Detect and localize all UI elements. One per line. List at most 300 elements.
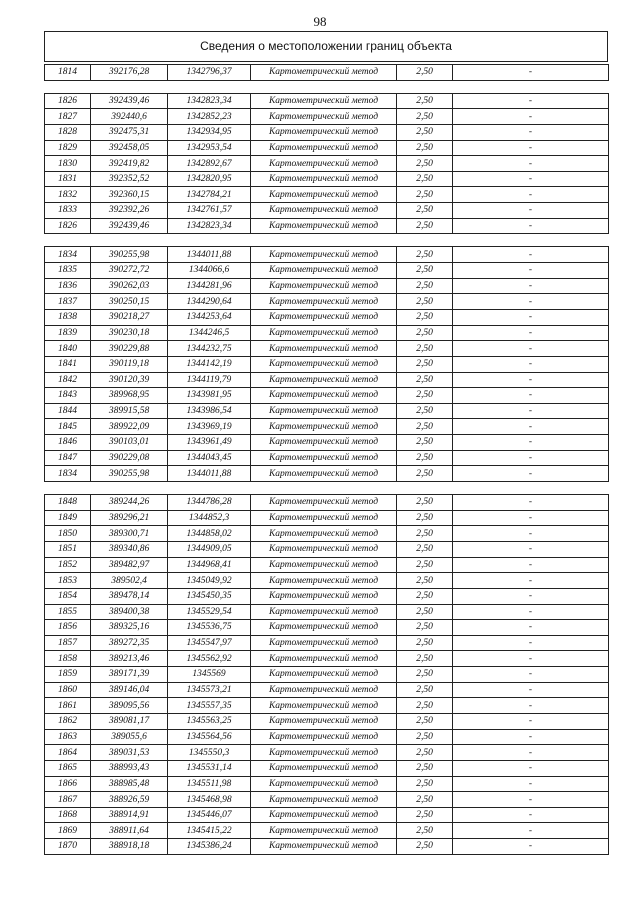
note-cell: -	[453, 247, 609, 263]
method-cell: Картометрический метод	[251, 760, 397, 776]
x-coordinate-cell: 392439,46	[91, 218, 168, 234]
table-row	[45, 557, 609, 573]
table-row	[45, 729, 609, 745]
y-coordinate-cell: 1345550,3	[168, 745, 251, 761]
note-cell: -	[453, 109, 609, 125]
note-cell: -	[453, 698, 609, 714]
note-cell: -	[453, 588, 609, 604]
table-row	[45, 760, 609, 776]
note-cell: -	[453, 325, 609, 341]
y-coordinate-cell: 1345562,92	[168, 651, 251, 667]
point-number-cell: 1840	[45, 341, 91, 357]
accuracy-cell: 2,50	[397, 294, 453, 310]
y-coordinate-cell: 1345573,21	[168, 682, 251, 698]
accuracy-cell: 2,50	[397, 124, 453, 140]
table-row	[45, 93, 609, 109]
table-row	[45, 792, 609, 808]
x-coordinate-cell: 389055,6	[91, 729, 168, 745]
method-cell: Картометрический метод	[251, 140, 397, 156]
y-coordinate-cell: 1342852,23	[168, 109, 251, 125]
method-cell: Картометрический метод	[251, 729, 397, 745]
y-coordinate-cell: 1343981,95	[168, 388, 251, 404]
method-cell: Картометрический метод	[251, 372, 397, 388]
method-cell: Картометрический метод	[251, 792, 397, 808]
note-cell: -	[453, 65, 609, 81]
x-coordinate-cell: 392419,82	[91, 156, 168, 172]
point-number-cell: 1836	[45, 278, 91, 294]
y-coordinate-cell: 1345468,98	[168, 792, 251, 808]
method-cell: Картометрический метод	[251, 124, 397, 140]
point-number-cell: 1868	[45, 807, 91, 823]
method-cell: Картометрический метод	[251, 573, 397, 589]
accuracy-cell: 2,50	[397, 713, 453, 729]
x-coordinate-cell: 389095,56	[91, 698, 168, 714]
table-row	[45, 388, 609, 404]
y-coordinate-cell: 1345557,35	[168, 698, 251, 714]
y-coordinate-cell: 1345563,25	[168, 713, 251, 729]
x-coordinate-cell: 392458,05	[91, 140, 168, 156]
boundary-sheet	[44, 31, 608, 855]
accuracy-cell: 2,50	[397, 588, 453, 604]
point-number-cell: 1858	[45, 651, 91, 667]
point-number-cell: 1829	[45, 140, 91, 156]
x-coordinate-cell: 389482,97	[91, 557, 168, 573]
table-row	[45, 588, 609, 604]
accuracy-cell: 2,50	[397, 510, 453, 526]
separator-cell	[45, 482, 609, 495]
note-cell: -	[453, 263, 609, 279]
x-coordinate-cell: 389915,58	[91, 403, 168, 419]
method-cell: Картометрический метод	[251, 65, 397, 81]
x-coordinate-cell: 388914,91	[91, 807, 168, 823]
point-number-cell: 1851	[45, 541, 91, 557]
section-separator	[45, 234, 609, 247]
method-cell: Картометрический метод	[251, 620, 397, 636]
y-coordinate-cell: 1344043,45	[168, 450, 251, 466]
accuracy-cell: 2,50	[397, 278, 453, 294]
y-coordinate-cell: 1345531,14	[168, 760, 251, 776]
method-cell: Картометрический метод	[251, 294, 397, 310]
y-coordinate-cell: 1344281,96	[168, 278, 251, 294]
x-coordinate-cell: 389968,95	[91, 388, 168, 404]
method-cell: Картометрический метод	[251, 247, 397, 263]
table-row	[45, 635, 609, 651]
table-row	[45, 745, 609, 761]
method-cell: Картометрический метод	[251, 435, 397, 451]
method-cell: Картометрический метод	[251, 698, 397, 714]
accuracy-cell: 2,50	[397, 760, 453, 776]
x-coordinate-cell: 390218,27	[91, 309, 168, 325]
note-cell: -	[453, 541, 609, 557]
method-cell: Картометрический метод	[251, 450, 397, 466]
method-cell: Картометрический метод	[251, 635, 397, 651]
note-cell: -	[453, 140, 609, 156]
table-row	[45, 325, 609, 341]
y-coordinate-cell: 1345569	[168, 667, 251, 683]
note-cell: -	[453, 341, 609, 357]
point-number-cell: 1863	[45, 729, 91, 745]
x-coordinate-cell: 390262,03	[91, 278, 168, 294]
coordinates-table	[44, 64, 609, 855]
note-cell: -	[453, 823, 609, 839]
method-cell: Картометрический метод	[251, 325, 397, 341]
note-cell: -	[453, 388, 609, 404]
method-cell: Картометрический метод	[251, 667, 397, 683]
y-coordinate-cell: 1342892,67	[168, 156, 251, 172]
table-row	[45, 682, 609, 698]
x-coordinate-cell: 389400,38	[91, 604, 168, 620]
point-number-cell: 1861	[45, 698, 91, 714]
accuracy-cell: 2,50	[397, 620, 453, 636]
method-cell: Картометрический метод	[251, 682, 397, 698]
method-cell: Картометрический метод	[251, 495, 397, 511]
accuracy-cell: 2,50	[397, 776, 453, 792]
table-row	[45, 187, 609, 203]
method-cell: Картометрический метод	[251, 776, 397, 792]
note-cell: -	[453, 573, 609, 589]
page-number: 98	[313, 14, 327, 29]
accuracy-cell: 2,50	[397, 792, 453, 808]
note-cell: -	[453, 839, 609, 855]
point-number-cell: 1857	[45, 635, 91, 651]
point-number-cell: 1847	[45, 450, 91, 466]
x-coordinate-cell: 390120,39	[91, 372, 168, 388]
accuracy-cell: 2,50	[397, 651, 453, 667]
note-cell: -	[453, 635, 609, 651]
table-row	[45, 713, 609, 729]
point-number-cell: 1837	[45, 294, 91, 310]
table-row	[45, 403, 609, 419]
table-row	[45, 203, 609, 219]
point-number-cell: 1860	[45, 682, 91, 698]
y-coordinate-cell: 1345536,75	[168, 620, 251, 636]
accuracy-cell: 2,50	[397, 171, 453, 187]
x-coordinate-cell: 389146,04	[91, 682, 168, 698]
accuracy-cell: 2,50	[397, 156, 453, 172]
note-cell: -	[453, 557, 609, 573]
x-coordinate-cell: 388993,43	[91, 760, 168, 776]
y-coordinate-cell: 1344858,02	[168, 526, 251, 542]
method-cell: Картометрический метод	[251, 171, 397, 187]
point-number-cell: 1845	[45, 419, 91, 435]
accuracy-cell: 2,50	[397, 541, 453, 557]
note-cell: -	[453, 218, 609, 234]
note-cell: -	[453, 435, 609, 451]
point-number-cell: 1814	[45, 65, 91, 81]
point-number-cell: 1833	[45, 203, 91, 219]
note-cell: -	[453, 466, 609, 482]
accuracy-cell: 2,50	[397, 140, 453, 156]
point-number-cell: 1831	[45, 171, 91, 187]
table-row	[45, 450, 609, 466]
x-coordinate-cell: 390250,15	[91, 294, 168, 310]
method-cell: Картометрический метод	[251, 510, 397, 526]
point-number-cell: 1856	[45, 620, 91, 636]
point-number-cell: 1841	[45, 356, 91, 372]
x-coordinate-cell: 389325,16	[91, 620, 168, 636]
y-coordinate-cell: 1344909,05	[168, 541, 251, 557]
accuracy-cell: 2,50	[397, 495, 453, 511]
point-number-cell: 1830	[45, 156, 91, 172]
accuracy-cell: 2,50	[397, 667, 453, 683]
accuracy-cell: 2,50	[397, 93, 453, 109]
x-coordinate-cell: 388918,18	[91, 839, 168, 855]
accuracy-cell: 2,50	[397, 419, 453, 435]
method-cell: Картометрический метод	[251, 278, 397, 294]
x-coordinate-cell: 388926,59	[91, 792, 168, 808]
note-cell: -	[453, 171, 609, 187]
table-row	[45, 698, 609, 714]
y-coordinate-cell: 1342823,34	[168, 93, 251, 109]
method-cell: Картометрический метод	[251, 341, 397, 357]
note-cell: -	[453, 124, 609, 140]
point-number-cell: 1850	[45, 526, 91, 542]
table-row	[45, 651, 609, 667]
accuracy-cell: 2,50	[397, 65, 453, 81]
point-number-cell: 1867	[45, 792, 91, 808]
y-coordinate-cell: 1342823,34	[168, 218, 251, 234]
accuracy-cell: 2,50	[397, 698, 453, 714]
x-coordinate-cell: 392392,26	[91, 203, 168, 219]
table-row	[45, 510, 609, 526]
note-cell: -	[453, 667, 609, 683]
y-coordinate-cell: 1344290,64	[168, 294, 251, 310]
method-cell: Картометрический метод	[251, 187, 397, 203]
note-cell: -	[453, 495, 609, 511]
accuracy-cell: 2,50	[397, 729, 453, 745]
method-cell: Картометрический метод	[251, 588, 397, 604]
note-cell: -	[453, 93, 609, 109]
note-cell: -	[453, 419, 609, 435]
method-cell: Картометрический метод	[251, 388, 397, 404]
method-cell: Картометрический метод	[251, 419, 397, 435]
table-row	[45, 247, 609, 263]
accuracy-cell: 2,50	[397, 807, 453, 823]
table-row	[45, 526, 609, 542]
y-coordinate-cell: 1343986,54	[168, 403, 251, 419]
note-cell: -	[453, 604, 609, 620]
x-coordinate-cell: 389081,17	[91, 713, 168, 729]
point-number-cell: 1870	[45, 839, 91, 855]
x-coordinate-cell: 392176,28	[91, 65, 168, 81]
x-coordinate-cell: 389171,39	[91, 667, 168, 683]
accuracy-cell: 2,50	[397, 263, 453, 279]
table-row	[45, 124, 609, 140]
point-number-cell: 1853	[45, 573, 91, 589]
x-coordinate-cell: 390103,01	[91, 435, 168, 451]
x-coordinate-cell: 389272,35	[91, 635, 168, 651]
accuracy-cell: 2,50	[397, 526, 453, 542]
note-cell: -	[453, 372, 609, 388]
accuracy-cell: 2,50	[397, 604, 453, 620]
note-cell: -	[453, 187, 609, 203]
method-cell: Картометрический метод	[251, 309, 397, 325]
point-number-cell: 1832	[45, 187, 91, 203]
point-number-cell: 1865	[45, 760, 91, 776]
x-coordinate-cell: 392439,46	[91, 93, 168, 109]
note-cell: -	[453, 278, 609, 294]
x-coordinate-cell: 389502,4	[91, 573, 168, 589]
table-row	[45, 294, 609, 310]
point-number-cell: 1827	[45, 109, 91, 125]
accuracy-cell: 2,50	[397, 372, 453, 388]
note-cell: -	[453, 713, 609, 729]
accuracy-cell: 2,50	[397, 435, 453, 451]
table-row	[45, 495, 609, 511]
table-row	[45, 776, 609, 792]
note-cell: -	[453, 760, 609, 776]
point-number-cell: 1838	[45, 309, 91, 325]
table-row	[45, 573, 609, 589]
x-coordinate-cell: 390229,88	[91, 341, 168, 357]
table-row	[45, 604, 609, 620]
separator-cell	[45, 80, 609, 93]
table-row	[45, 541, 609, 557]
method-cell: Картометрический метод	[251, 263, 397, 279]
note-cell: -	[453, 510, 609, 526]
y-coordinate-cell: 1344246,5	[168, 325, 251, 341]
point-number-cell: 1828	[45, 124, 91, 140]
x-coordinate-cell: 390119,18	[91, 356, 168, 372]
method-cell: Картометрический метод	[251, 356, 397, 372]
x-coordinate-cell: 390255,98	[91, 466, 168, 482]
y-coordinate-cell: 1345564,56	[168, 729, 251, 745]
x-coordinate-cell: 389922,09	[91, 419, 168, 435]
method-cell: Картометрический метод	[251, 604, 397, 620]
y-coordinate-cell: 1344253,64	[168, 309, 251, 325]
point-number-cell: 1849	[45, 510, 91, 526]
note-cell: -	[453, 651, 609, 667]
y-coordinate-cell: 1342761,57	[168, 203, 251, 219]
note-cell: -	[453, 729, 609, 745]
table-row	[45, 620, 609, 636]
accuracy-cell: 2,50	[397, 247, 453, 263]
table-row	[45, 309, 609, 325]
table-row	[45, 278, 609, 294]
method-cell: Картометрический метод	[251, 466, 397, 482]
table-title: Сведения о местоположении границ объекта	[44, 31, 608, 62]
y-coordinate-cell: 1345049,92	[168, 573, 251, 589]
coordinates-table-body	[45, 65, 609, 855]
table-row	[45, 140, 609, 156]
table-row	[45, 807, 609, 823]
method-cell: Картометрический метод	[251, 109, 397, 125]
accuracy-cell: 2,50	[397, 218, 453, 234]
x-coordinate-cell: 388911,64	[91, 823, 168, 839]
y-coordinate-cell: 1344968,41	[168, 557, 251, 573]
table-row	[45, 218, 609, 234]
x-coordinate-cell: 392352,52	[91, 171, 168, 187]
y-coordinate-cell: 1344011,88	[168, 466, 251, 482]
table-row	[45, 341, 609, 357]
method-cell: Картометрический метод	[251, 823, 397, 839]
note-cell: -	[453, 682, 609, 698]
accuracy-cell: 2,50	[397, 682, 453, 698]
x-coordinate-cell: 389300,71	[91, 526, 168, 542]
method-cell: Картометрический метод	[251, 526, 397, 542]
y-coordinate-cell: 1342796,37	[168, 65, 251, 81]
section-separator	[45, 482, 609, 495]
x-coordinate-cell: 390255,98	[91, 247, 168, 263]
accuracy-cell: 2,50	[397, 187, 453, 203]
note-cell: -	[453, 450, 609, 466]
y-coordinate-cell: 1345386,24	[168, 839, 251, 855]
table-row	[45, 823, 609, 839]
y-coordinate-cell: 1344852,3	[168, 510, 251, 526]
note-cell: -	[453, 203, 609, 219]
table-row	[45, 419, 609, 435]
accuracy-cell: 2,50	[397, 325, 453, 341]
y-coordinate-cell: 1345511,98	[168, 776, 251, 792]
note-cell: -	[453, 526, 609, 542]
x-coordinate-cell: 390272,72	[91, 263, 168, 279]
note-cell: -	[453, 403, 609, 419]
method-cell: Картометрический метод	[251, 745, 397, 761]
method-cell: Картометрический метод	[251, 541, 397, 557]
accuracy-cell: 2,50	[397, 635, 453, 651]
table-row	[45, 263, 609, 279]
y-coordinate-cell: 1344142,19	[168, 356, 251, 372]
accuracy-cell: 2,50	[397, 839, 453, 855]
y-coordinate-cell: 1345547,97	[168, 635, 251, 651]
y-coordinate-cell: 1345450,35	[168, 588, 251, 604]
y-coordinate-cell: 1345529,54	[168, 604, 251, 620]
accuracy-cell: 2,50	[397, 450, 453, 466]
point-number-cell: 1859	[45, 667, 91, 683]
note-cell: -	[453, 745, 609, 761]
accuracy-cell: 2,50	[397, 341, 453, 357]
point-number-cell: 1843	[45, 388, 91, 404]
method-cell: Картометрический метод	[251, 557, 397, 573]
accuracy-cell: 2,50	[397, 203, 453, 219]
x-coordinate-cell: 390229,08	[91, 450, 168, 466]
accuracy-cell: 2,50	[397, 466, 453, 482]
point-number-cell: 1834	[45, 247, 91, 263]
method-cell: Картометрический метод	[251, 203, 397, 219]
table-row	[45, 435, 609, 451]
y-coordinate-cell: 1342953,54	[168, 140, 251, 156]
table-row	[45, 171, 609, 187]
y-coordinate-cell: 1345415,22	[168, 823, 251, 839]
section-separator	[45, 80, 609, 93]
accuracy-cell: 2,50	[397, 109, 453, 125]
x-coordinate-cell: 389296,21	[91, 510, 168, 526]
method-cell: Картометрический метод	[251, 839, 397, 855]
y-coordinate-cell: 1343969,19	[168, 419, 251, 435]
table-row	[45, 466, 609, 482]
y-coordinate-cell: 1342934,95	[168, 124, 251, 140]
note-cell: -	[453, 156, 609, 172]
accuracy-cell: 2,50	[397, 309, 453, 325]
accuracy-cell: 2,50	[397, 403, 453, 419]
x-coordinate-cell: 389478,14	[91, 588, 168, 604]
accuracy-cell: 2,50	[397, 388, 453, 404]
separator-cell	[45, 234, 609, 247]
point-number-cell: 1848	[45, 495, 91, 511]
method-cell: Картометрический метод	[251, 403, 397, 419]
method-cell: Картометрический метод	[251, 93, 397, 109]
x-coordinate-cell: 389340,86	[91, 541, 168, 557]
note-cell: -	[453, 294, 609, 310]
accuracy-cell: 2,50	[397, 356, 453, 372]
note-cell: -	[453, 807, 609, 823]
table-row	[45, 667, 609, 683]
method-cell: Картометрический метод	[251, 218, 397, 234]
point-number-cell: 1834	[45, 466, 91, 482]
table-row	[45, 372, 609, 388]
y-coordinate-cell: 1344786,28	[168, 495, 251, 511]
point-number-cell: 1866	[45, 776, 91, 792]
